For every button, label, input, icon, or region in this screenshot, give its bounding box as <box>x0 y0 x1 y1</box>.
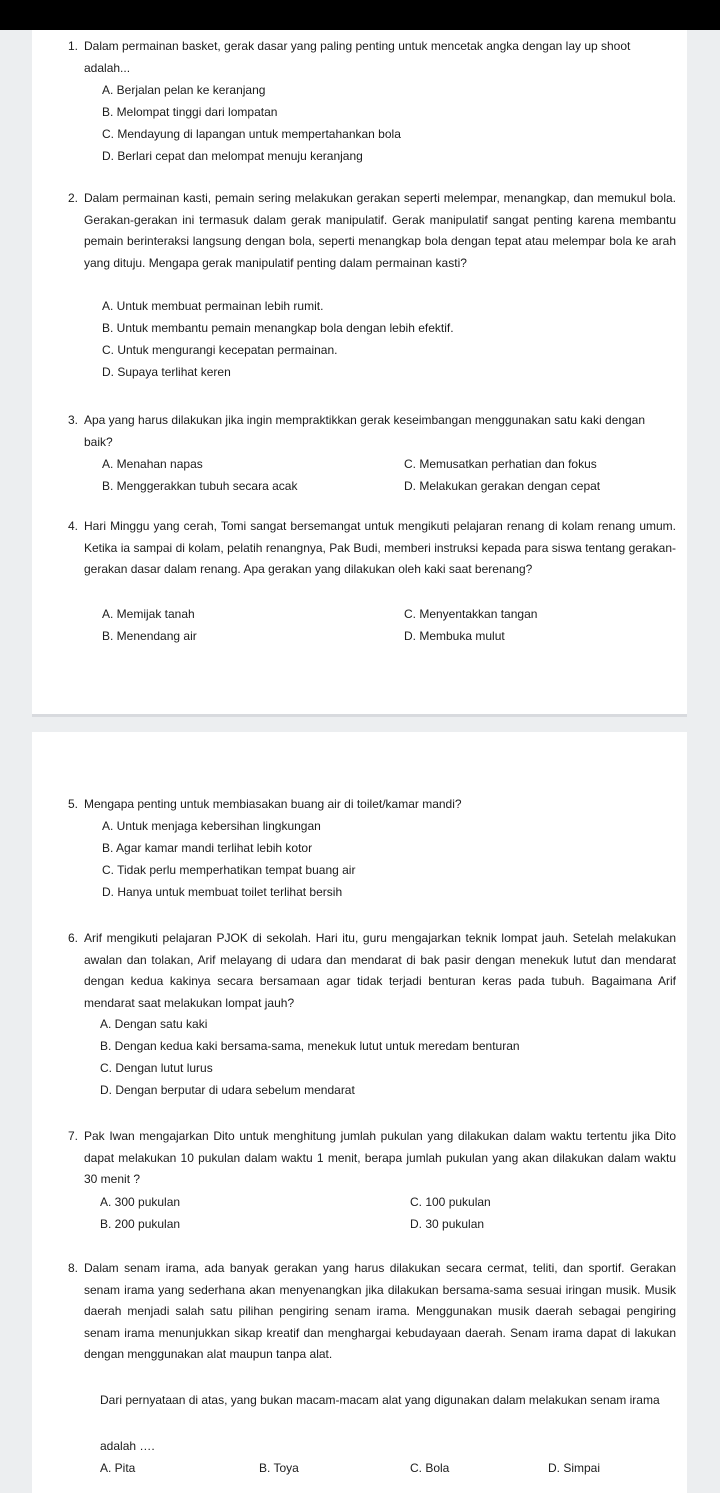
question-number: 6. <box>68 931 79 945</box>
option-d[interactable]: D. Berlari cepat dan melompat menuju keranjang <box>102 149 363 163</box>
question-number: 7. <box>68 1129 79 1143</box>
option-d[interactable]: D. 30 pukulan <box>410 1217 485 1231</box>
option-c[interactable]: C. Tidak perlu memperhatikan tempat buang air <box>102 863 356 877</box>
question-text: Dalam permainan kasti, pemain sering melakukan gerakan seperti melempar, menangkap, dan memukul bola. Gerakan-gerakan ini termasuk dalam gerak manipulatif. Gerak manipulatif sangat penting karena membantu pemain berinteraksi langsung dengan bola, seperti menangkap bola dengan tepat atau melempar bola ke arah yang dituju. Mengapa gerak manipulatif penting dalam permainan kasti? <box>84 191 676 270</box>
option-a[interactable]: A. 300 pukulan <box>100 1195 181 1209</box>
option-a[interactable]: A. Pita <box>100 1461 136 1475</box>
option-b[interactable]: B. Melompat tinggi dari lompatan <box>102 105 278 119</box>
worksheet-page-1 <box>32 30 687 714</box>
option-c[interactable]: C. Menyentakkan tangan <box>404 607 538 621</box>
option-b[interactable]: B. Toya <box>259 1461 299 1475</box>
option-d[interactable]: D. Supaya terlihat keren <box>102 365 231 379</box>
option-c[interactable]: C. Untuk mengurangi kecepatan permainan. <box>102 343 338 357</box>
option-c[interactable]: C. Mendayung di lapangan untuk mempertahankan bola <box>102 127 401 141</box>
question-text: Dalam senam irama, ada banyak gerakan yang harus dilakukan secara cermat, teliti, dan sportif. Gerakan senam irama yang sederhana akan menyenangkan jika dilakukan bersama-sama sesuai iringan musik. Musik daerah menjadi salah satu pilihan pengiring senam irama. Menggunakan musik daerah sebagai pengiring senam irama menunjukkan sikap kreatif dan menghargai kebudayaan daerah. Senam irama dapat di lakukan dengan menggunakan alat maupun tanpa alat. <box>84 1261 676 1361</box>
question-number: 8. <box>68 1261 79 1275</box>
option-c[interactable]: C. Dengan lutut lurus <box>100 1061 213 1075</box>
option-a[interactable]: A. Untuk membuat permainan lebih rumit. <box>102 299 324 313</box>
option-b[interactable]: B. 200 pukulan <box>100 1217 181 1231</box>
question-text: Mengapa penting untuk membiasakan buang air di toilet/kamar mandi? <box>84 797 462 811</box>
question-tail: adalah …. <box>100 1439 155 1453</box>
question-prompt: Dari pernyataan di atas, yang bukan macam-macam alat yang digunakan dalam melakukan senam irama <box>100 1393 660 1407</box>
option-b[interactable]: B. Menendang air <box>102 629 197 643</box>
option-a[interactable]: A. Memijak tanah <box>102 607 195 621</box>
option-a[interactable]: A. Berjalan pelan ke keranjang <box>102 83 266 97</box>
question-number: 2. <box>68 191 79 205</box>
top-status-bar <box>0 0 720 30</box>
question-number: 1. <box>68 39 79 53</box>
option-a[interactable]: A. Menahan napas <box>102 457 203 471</box>
option-b[interactable]: B. Dengan kedua kaki bersama-sama, menekuk lutut untuk meredam benturan <box>100 1039 520 1053</box>
question-text: Hari Minggu yang cerah, Tomi sangat bersemangat untuk mengikuti pelajaran renang di kolam renang umum. Ketika ia sampai di kolam, pelatih renangnya, Pak Budi, memberi instruksi kepada para siswa tentang gerakan-gerakan dasar dalam renang. Apa gerakan yang dilakukan oleh kaki saat berenang? <box>84 519 676 576</box>
question-text: Dalam permainan basket, gerak dasar yang paling penting untuk mencetak angka dengan lay up shoot adalah... <box>84 39 631 75</box>
option-b[interactable]: B. Agar kamar mandi terlihat lebih kotor <box>102 841 313 855</box>
option-c[interactable]: C. 100 pukulan <box>410 1195 491 1209</box>
question-text: Apa yang harus dilakukan jika ingin mempraktikkan gerak keseimbangan menggunakan satu kaki dengan baik? <box>84 413 646 449</box>
option-b[interactable]: B. Menggerakkan tubuh secara acak <box>102 479 298 493</box>
question-number: 3. <box>68 413 79 427</box>
option-c[interactable]: C. Memusatkan perhatian dan fokus <box>404 457 597 471</box>
option-d[interactable]: D. Dengan berputar di udara sebelum mendarat <box>100 1083 355 1097</box>
option-c[interactable]: C. Bola <box>410 1461 450 1475</box>
question-number: 4. <box>68 519 79 533</box>
question-text: Arif mengikuti pelajaran PJOK di sekolah. Hari itu, guru mengajarkan teknik lompat jauh. Setelah melakukan awalan dan tolakan, Arif melayang di udara dan mendarat di bak pasir dengan menekuk lutut dan mendarat dengan kedua kakinya secara bersamaan agar tidak terjadi benturan keras pada tubuh. Bagaimana Arif mendarat saat melakukan lompat jauh? <box>84 931 676 1010</box>
option-d[interactable]: D. Simpai <box>548 1461 601 1475</box>
question-text: Pak Iwan mengajarkan Dito untuk menghitung jumlah pukulan yang dilakukan dalam waktu tertentu jika Dito dapat melakukan 10 pukulan dalam waktu 1 menit, berapa jumlah pukulan yang akan dilakukan dalam waktu 30 menit ? <box>84 1129 676 1186</box>
option-d[interactable]: D. Membuka mulut <box>404 629 505 643</box>
option-b[interactable]: B. Untuk membantu pemain menangkap bola dengan lebih efektif. <box>102 321 454 335</box>
option-d[interactable]: D. Melakukan gerakan dengan cepat <box>404 479 601 493</box>
option-d[interactable]: D. Hanya untuk membuat toilet terlihat bersih <box>102 885 343 899</box>
question-number: 5. <box>68 797 79 811</box>
page-separator <box>32 714 687 717</box>
option-a[interactable]: A. Dengan satu kaki <box>100 1017 208 1031</box>
option-a[interactable]: A. Untuk menjaga kebersihan lingkungan <box>102 819 321 833</box>
worksheet-page-2 <box>32 732 687 1493</box>
